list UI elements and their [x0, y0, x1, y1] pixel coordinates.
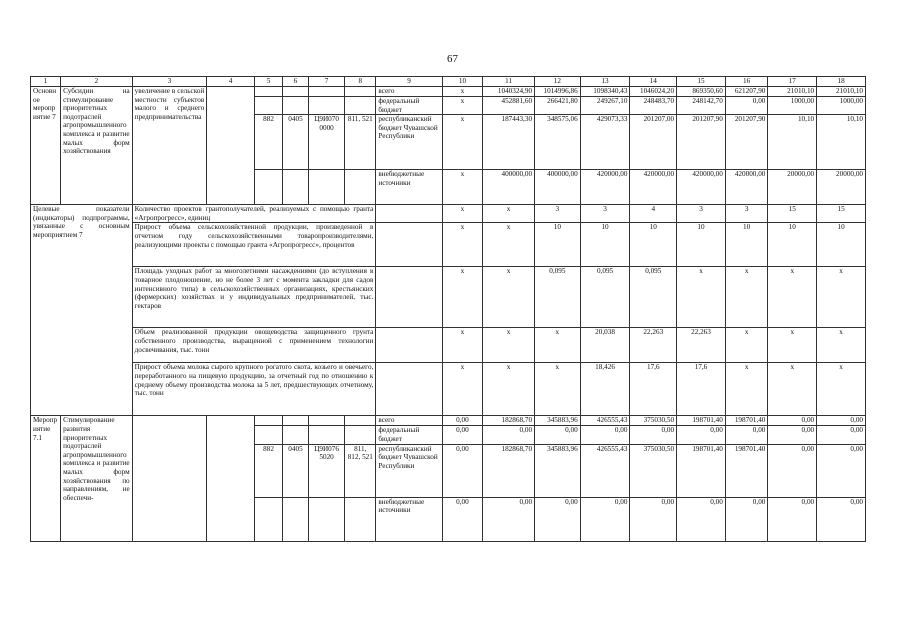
funding-source: федеральный бюджет — [376, 97, 442, 115]
value-cell: 198701,40 — [677, 416, 726, 426]
value-cell: 198701,40 — [677, 444, 726, 497]
value-cell: 420000,00 — [630, 170, 677, 205]
funding-source: всего — [376, 87, 442, 97]
indicator-row — [31, 223, 866, 267]
empty-cell — [308, 426, 344, 444]
code-cell: Ц9И076 5020 — [308, 444, 344, 497]
empty-cell — [207, 87, 255, 205]
value-cell: x — [725, 267, 768, 328]
column-header: 2 — [61, 77, 133, 87]
value-cell: x — [817, 328, 866, 363]
value-cell: 198701,40 — [725, 416, 768, 426]
value-cell: 348575,06 — [535, 115, 581, 170]
value-cell: 452881,60 — [483, 97, 535, 115]
value-cell: 4 — [630, 205, 677, 223]
value-cell: x — [483, 267, 535, 328]
value-cell: 248142,70 — [677, 97, 726, 115]
empty-cell — [255, 87, 283, 97]
value-cell: x — [442, 115, 482, 170]
value-cell: 20,038 — [580, 328, 630, 363]
indicator-text: Площадь уходных работ за многолетними насаждениями (до вступления в товарное плодоношение, но не более 3 лет с момента закладки для садов интенсивного типа) в сельскохозяйственных организациях, крестьянских (фермерских) хозяйствах и у индивидуальных предпринимателей, тыс. гектаров — [132, 267, 376, 328]
value-cell: 0,00 — [630, 426, 677, 444]
value-cell: 420000,00 — [677, 170, 726, 205]
empty-cell — [345, 87, 376, 97]
value-cell: x — [442, 97, 482, 115]
value-cell: 869350,60 — [677, 87, 726, 97]
column-header: 4 — [207, 77, 255, 87]
value-cell: x — [817, 267, 866, 328]
column-header: 8 — [345, 77, 376, 87]
indicator-text: Прирост объема молока сырого крупного рогатого скота, козьего и овечьего, переработанного на пищевую продукцию, за отчетный год по отношению к среднему объему производства молока за 5 лет, предшествующих отчетному, тыс. тонн — [132, 363, 376, 416]
column-header: 11 — [483, 77, 535, 87]
empty-cell — [283, 87, 309, 97]
value-cell: 420000,00 — [580, 170, 630, 205]
column-header: 10 — [442, 77, 482, 87]
value-cell: x — [483, 363, 535, 416]
empty-cell — [255, 170, 283, 205]
value-cell: 400000,00 — [535, 170, 581, 205]
value-cell: 10,10 — [817, 115, 866, 170]
value-cell: 15 — [768, 205, 817, 223]
empty-cell — [308, 87, 344, 97]
column-header: 15 — [677, 77, 726, 87]
value-cell: x — [483, 328, 535, 363]
value-cell: 20000,00 — [768, 170, 817, 205]
empty-cell — [345, 416, 376, 426]
value-cell: 0,00 — [442, 497, 482, 541]
value-cell: 0,00 — [725, 97, 768, 115]
funding-source: всего — [376, 416, 442, 426]
code-cell: 811, 812, 521 — [345, 444, 376, 497]
value-cell: 3 — [725, 205, 768, 223]
value-cell: 0,00 — [442, 426, 482, 444]
value-cell: 22,263 — [677, 328, 726, 363]
empty-cell — [283, 170, 309, 205]
column-header: 6 — [283, 77, 309, 87]
funding-source: внебюджетные источники — [376, 497, 442, 541]
empty-cell — [376, 267, 442, 328]
column-header: 16 — [725, 77, 768, 87]
empty-cell — [283, 497, 309, 541]
indicator-text: Количество проектов грантополучателей, реализуемых с помощью гранта «Агропрогресс», единиц — [132, 205, 376, 223]
value-cell: x — [442, 87, 482, 97]
empty-cell — [376, 328, 442, 363]
header-row — [31, 77, 866, 87]
value-cell: 3 — [580, 205, 630, 223]
code-cell: 811, 521 — [345, 115, 376, 170]
empty-cell — [255, 497, 283, 541]
value-cell: 426555,43 — [580, 444, 630, 497]
value-cell: x — [535, 363, 581, 416]
program-goal: увеличение в сельской местности субъектов малого и среднего предпринимательства — [132, 87, 207, 205]
code-cell: 882 — [255, 444, 283, 497]
value-cell: 201207,90 — [725, 115, 768, 170]
value-cell: 0,00 — [768, 497, 817, 541]
empty-cell — [308, 497, 344, 541]
column-header: 17 — [768, 77, 817, 87]
value-cell: 420000,00 — [725, 170, 768, 205]
code-cell: 882 — [255, 115, 283, 170]
value-cell: 0,095 — [630, 267, 677, 328]
empty-cell — [283, 416, 309, 426]
value-cell: 0,00 — [677, 497, 726, 541]
value-cell: 3 — [535, 205, 581, 223]
value-cell: 0,00 — [535, 497, 581, 541]
value-cell: 426555,43 — [580, 416, 630, 426]
value-cell: 375030,50 — [630, 444, 677, 497]
value-cell: 621207,90 — [725, 87, 768, 97]
code-cell: 0405 — [283, 444, 309, 497]
value-cell: x — [725, 328, 768, 363]
value-cell: 17,6 — [630, 363, 677, 416]
indicator-text: Прирост объема сельскохозяйственной продукции, произведенной в отчетном году сельскохозяйственными товаропроизводителями, реализующими проекты с помощью гранта «Агропрогресс», процентов — [132, 223, 376, 267]
value-cell: 266421,80 — [535, 97, 581, 115]
empty-cell — [345, 97, 376, 115]
code-cell: Ц9И070 0000 — [308, 115, 344, 170]
value-cell: 17,6 — [677, 363, 726, 416]
value-cell: 0,00 — [817, 426, 866, 444]
value-cell: x — [677, 267, 726, 328]
value-cell: 0,00 — [442, 416, 482, 426]
value-cell: 10 — [817, 223, 866, 267]
value-cell: 201207,00 — [630, 115, 677, 170]
value-cell: 0,095 — [580, 267, 630, 328]
value-cell: 10 — [535, 223, 581, 267]
value-cell: x — [725, 363, 768, 416]
program-description: Стимулирование развития приоритетных подотраслей агропромышленного комплекса и развитие малых форм хозяйствования по направлениям, не обеспечи- — [61, 416, 133, 541]
empty-cell — [308, 416, 344, 426]
value-cell: x — [442, 267, 482, 328]
indicators-label: Целевые показатели (индикаторы) подпрограммы, увязанные с основным мероприятием 7 — [31, 205, 133, 416]
column-header: 5 — [255, 77, 283, 87]
value-cell: 345883,96 — [535, 444, 581, 497]
empty-cell — [376, 205, 442, 223]
empty-cell — [376, 363, 442, 416]
program-label: Основное мероприятие 7 — [31, 87, 61, 205]
value-cell: 182868,70 — [483, 416, 535, 426]
empty-cell — [345, 426, 376, 444]
value-cell: 1040324,90 — [483, 87, 535, 97]
empty-cell — [345, 170, 376, 205]
program-label: Мероприятие 7.1 — [31, 416, 61, 541]
empty-cell — [283, 426, 309, 444]
value-cell: 375030,50 — [630, 416, 677, 426]
page-number: 67 — [447, 53, 458, 65]
value-cell: 0,00 — [483, 497, 535, 541]
value-cell: 3 — [677, 205, 726, 223]
value-cell: x — [442, 363, 482, 416]
value-cell: 21010,10 — [817, 87, 866, 97]
budget-table — [30, 76, 866, 542]
empty-cell — [283, 97, 309, 115]
value-cell: 249267,10 — [580, 97, 630, 115]
column-header: 7 — [308, 77, 344, 87]
value-cell: 10 — [630, 223, 677, 267]
value-cell: 0,00 — [725, 426, 768, 444]
indicator-row — [31, 205, 866, 223]
column-header: 12 — [535, 77, 581, 87]
value-cell: x — [442, 170, 482, 205]
indicator-row — [31, 363, 866, 416]
indicator-row — [31, 328, 866, 363]
value-cell: x — [768, 363, 817, 416]
value-cell: 0,00 — [630, 497, 677, 541]
value-cell: 0,00 — [442, 444, 482, 497]
program-description: Субсидии на стимулирование приоритетных подотраслей агропромышленного комплекса и развитие малых форм хозяйствования — [61, 87, 133, 205]
value-cell: x — [483, 205, 535, 223]
value-cell: 400000,00 — [483, 170, 535, 205]
empty-cell — [255, 97, 283, 115]
funding-source: республиканский бюджет Чувашской Республики — [376, 115, 442, 170]
value-cell: x — [442, 205, 482, 223]
funding-row — [31, 416, 866, 426]
column-header: 3 — [132, 77, 207, 87]
value-cell: 18,426 — [580, 363, 630, 416]
value-cell: 10 — [677, 223, 726, 267]
column-header: 18 — [817, 77, 866, 87]
indicator-text: Объем реализованной продукции овощеводства защищенного грунта собственного производства, выращенной с применением технологии досвечивания, тыс. тонн — [132, 328, 376, 363]
value-cell: 10 — [580, 223, 630, 267]
column-header: 9 — [376, 77, 442, 87]
value-cell: 248483,70 — [630, 97, 677, 115]
value-cell: 10 — [768, 223, 817, 267]
value-cell: 0,00 — [580, 426, 630, 444]
value-cell: x — [535, 328, 581, 363]
empty-cell — [255, 416, 283, 426]
value-cell: 10 — [725, 223, 768, 267]
value-cell: 0,00 — [817, 444, 866, 497]
value-cell: x — [483, 223, 535, 267]
value-cell: 0,00 — [768, 426, 817, 444]
value-cell: 429073,33 — [580, 115, 630, 170]
value-cell: 1098340,43 — [580, 87, 630, 97]
column-header: 13 — [580, 77, 630, 87]
column-header: 14 — [630, 77, 677, 87]
value-cell: 198701,40 — [725, 444, 768, 497]
value-cell: 0,00 — [535, 426, 581, 444]
value-cell: 345883,96 — [535, 416, 581, 426]
value-cell: 15 — [817, 205, 866, 223]
code-cell: 0405 — [283, 115, 309, 170]
value-cell: 0,00 — [677, 426, 726, 444]
value-cell: 21010,10 — [768, 87, 817, 97]
value-cell: 0,00 — [580, 497, 630, 541]
value-cell: 22,263 — [630, 328, 677, 363]
indicator-row — [31, 267, 866, 328]
empty-cell — [308, 170, 344, 205]
value-cell: 0,095 — [535, 267, 581, 328]
value-cell: 187443,30 — [483, 115, 535, 170]
value-cell: 1000,00 — [817, 97, 866, 115]
funding-source: республиканский бюджет Чувашской Республики — [376, 444, 442, 497]
value-cell: 0,00 — [817, 416, 866, 426]
value-cell: x — [768, 267, 817, 328]
value-cell: 1046024,20 — [630, 87, 677, 97]
value-cell: 0,00 — [817, 497, 866, 541]
funding-row — [31, 87, 866, 97]
value-cell: 182868,70 — [483, 444, 535, 497]
empty-cell — [308, 97, 344, 115]
value-cell: 20000,00 — [817, 170, 866, 205]
value-cell: x — [817, 363, 866, 416]
value-cell: 0,00 — [725, 497, 768, 541]
value-cell: 10,10 — [768, 115, 817, 170]
empty-cell — [207, 416, 255, 541]
empty-cell — [376, 223, 442, 267]
value-cell: 0,00 — [768, 416, 817, 426]
value-cell: 1014996,86 — [535, 87, 581, 97]
column-header: 1 — [31, 77, 61, 87]
empty-cell — [345, 497, 376, 541]
value-cell: x — [442, 328, 482, 363]
value-cell: x — [442, 223, 482, 267]
value-cell: 0,00 — [483, 426, 535, 444]
funding-source: внебюджетные источники — [376, 170, 442, 205]
value-cell: 201207,90 — [677, 115, 726, 170]
empty-cell — [255, 426, 283, 444]
value-cell: x — [768, 328, 817, 363]
value-cell: 0,00 — [768, 444, 817, 497]
funding-source: федеральный бюджет — [376, 426, 442, 444]
program-goal — [132, 416, 207, 541]
value-cell: 1000,00 — [768, 97, 817, 115]
